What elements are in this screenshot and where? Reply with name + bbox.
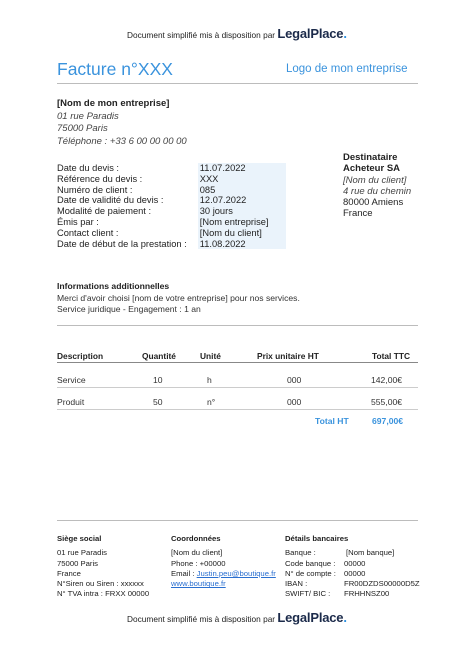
col-header-unit: Unité bbox=[200, 351, 221, 361]
bank-label: Code banque : bbox=[285, 558, 336, 568]
issuer-street: 01 rue Paradis bbox=[57, 110, 119, 122]
banner-text: Document simplifié mis à disposition par bbox=[127, 30, 276, 40]
info-label: Référence du devis : bbox=[57, 173, 143, 184]
bank-row bbox=[285, 589, 420, 599]
info-row bbox=[57, 239, 286, 250]
bank-value: FR00DZDS00000D5Z bbox=[344, 579, 420, 589]
contact-phone: Phone : +00000 bbox=[171, 558, 226, 568]
top-banner bbox=[0, 26, 474, 41]
info-label: Contact client : bbox=[57, 227, 119, 238]
issuer-block bbox=[57, 98, 187, 148]
info-row bbox=[57, 195, 286, 206]
bank-value: 00000 bbox=[344, 568, 366, 578]
row-rule bbox=[57, 387, 418, 388]
row-unit: n° bbox=[207, 397, 216, 407]
bank-label: N° de compte : bbox=[285, 568, 336, 578]
additional-line-1: Merci d'avoir choisi [nom de votre entreprise] pour nos services. bbox=[57, 292, 300, 303]
info-label: Numéro de client : bbox=[57, 184, 133, 195]
bank-row bbox=[285, 548, 420, 558]
bank-label: SWIFT/ BIC : bbox=[285, 589, 331, 599]
contact-email-label: Email : bbox=[171, 568, 197, 578]
info-row bbox=[57, 185, 286, 196]
siege-heading: Siège social bbox=[57, 534, 102, 543]
row-total: 142,00€ bbox=[371, 375, 403, 385]
footer-contact bbox=[171, 534, 276, 589]
footer-divider bbox=[57, 520, 418, 521]
issuer-phone: Téléphone : +33 6 00 00 00 00 bbox=[57, 135, 187, 147]
footer-siege bbox=[57, 534, 149, 600]
row-quantity: 10 bbox=[153, 375, 163, 385]
additional-info bbox=[57, 281, 300, 316]
bank-row bbox=[285, 579, 420, 589]
col-header-unit-price: Prix unitaire HT bbox=[257, 351, 319, 361]
info-row bbox=[57, 174, 286, 185]
info-row bbox=[57, 228, 286, 239]
bottom-banner bbox=[0, 610, 474, 625]
row-unit-price: 000 bbox=[287, 397, 302, 407]
recipient-street: 4 rue du chemin bbox=[343, 185, 412, 197]
info-label: Date du devis : bbox=[57, 163, 120, 173]
recipient-heading: Destinataire bbox=[343, 152, 398, 163]
contact-email-link[interactable]: Justin.peu@boutique.fr bbox=[196, 568, 276, 578]
info-value: 30 jours bbox=[198, 206, 286, 217]
row-unit-price: 000 bbox=[287, 375, 302, 385]
bank-heading: Détails bancaires bbox=[285, 534, 349, 543]
recipient-block bbox=[343, 152, 411, 220]
invoice-title: Facture n°XXX bbox=[57, 59, 173, 79]
contact-name: [Nom du client] bbox=[171, 548, 223, 558]
row-total: 555,00€ bbox=[371, 397, 403, 407]
info-row bbox=[57, 206, 286, 217]
invoice-info bbox=[57, 163, 286, 249]
info-label: Modalité de paiement : bbox=[57, 206, 152, 217]
contact-heading: Coordonnées bbox=[171, 534, 221, 543]
recipient-company: Acheteur SA bbox=[343, 163, 401, 175]
banner-text: Document simplifié mis à disposition par bbox=[127, 614, 276, 624]
additional-line-2: Service juridique - Engagement : 1 an bbox=[57, 304, 201, 314]
info-label: Date de validité du devis : bbox=[57, 195, 164, 206]
row-quantity: 50 bbox=[153, 397, 163, 407]
siege-line: N°Siren ou Siren : xxxxxx bbox=[57, 579, 144, 589]
info-value: 11.07.2022 bbox=[198, 163, 286, 174]
company-logo-placeholder: Logo de mon entreprise bbox=[286, 63, 408, 75]
issuer-city: 75000 Paris bbox=[57, 123, 108, 135]
info-value: [Nom entreprise] bbox=[198, 217, 286, 228]
table-header-rule bbox=[57, 362, 418, 363]
legalplace-logo-dot: . bbox=[343, 26, 347, 41]
bank-row bbox=[285, 569, 420, 579]
info-value: 11.08.2022 bbox=[198, 239, 286, 250]
info-row bbox=[57, 163, 286, 174]
col-header-quantity: Quantité bbox=[142, 351, 176, 361]
legalplace-logo: LegalPlace bbox=[277, 610, 344, 625]
siege-line: 01 rue Paradis bbox=[57, 548, 107, 558]
additional-heading: Informations additionnelles bbox=[57, 281, 170, 291]
row-rule bbox=[57, 409, 418, 410]
row-unit: h bbox=[207, 375, 212, 385]
bank-label: Banque : bbox=[285, 548, 316, 558]
total-ht-label: Total HT bbox=[315, 416, 349, 426]
legalplace-logo-dot: . bbox=[343, 610, 347, 625]
info-label: Date de début de la prestation : bbox=[57, 238, 187, 249]
info-value: 085 bbox=[198, 185, 286, 196]
bank-value: 00000 bbox=[344, 558, 366, 568]
siege-line: N° TVA intra : FRXX 00000 bbox=[57, 589, 150, 599]
legalplace-logo: LegalPlace bbox=[277, 26, 344, 41]
info-value: [Nom du client] bbox=[198, 228, 286, 239]
siege-line: 75000 Paris bbox=[57, 558, 99, 568]
row-description: Service bbox=[57, 375, 86, 385]
header-divider bbox=[57, 83, 418, 84]
col-header-total-ttc: Total TTC bbox=[372, 351, 410, 361]
bank-label: IBAN : bbox=[285, 579, 308, 589]
section-divider bbox=[57, 325, 418, 326]
col-header-description: Description bbox=[57, 351, 104, 361]
issuer-name: [Nom de mon entreprise] bbox=[57, 98, 170, 109]
recipient-client: [Nom du client] bbox=[343, 174, 407, 186]
info-value: 12.07.2022 bbox=[198, 195, 286, 206]
contact-website-link[interactable]: www.boutique.fr bbox=[171, 579, 226, 589]
bank-value: FRHHNSZ00 bbox=[344, 589, 390, 599]
bank-value: [Nom banque] bbox=[346, 548, 395, 558]
contact-email-row bbox=[171, 569, 276, 579]
info-label: Émis par : bbox=[57, 216, 99, 227]
bank-row bbox=[285, 559, 420, 569]
total-ht-value: 697,00€ bbox=[372, 416, 404, 426]
recipient-country: France bbox=[343, 208, 373, 220]
recipient-city: 80000 Amiens bbox=[343, 197, 404, 209]
row-description: Produit bbox=[57, 397, 85, 407]
info-value: XXX bbox=[198, 174, 286, 185]
footer-bank bbox=[285, 534, 420, 600]
siege-line: France bbox=[57, 568, 81, 578]
info-row bbox=[57, 217, 286, 228]
